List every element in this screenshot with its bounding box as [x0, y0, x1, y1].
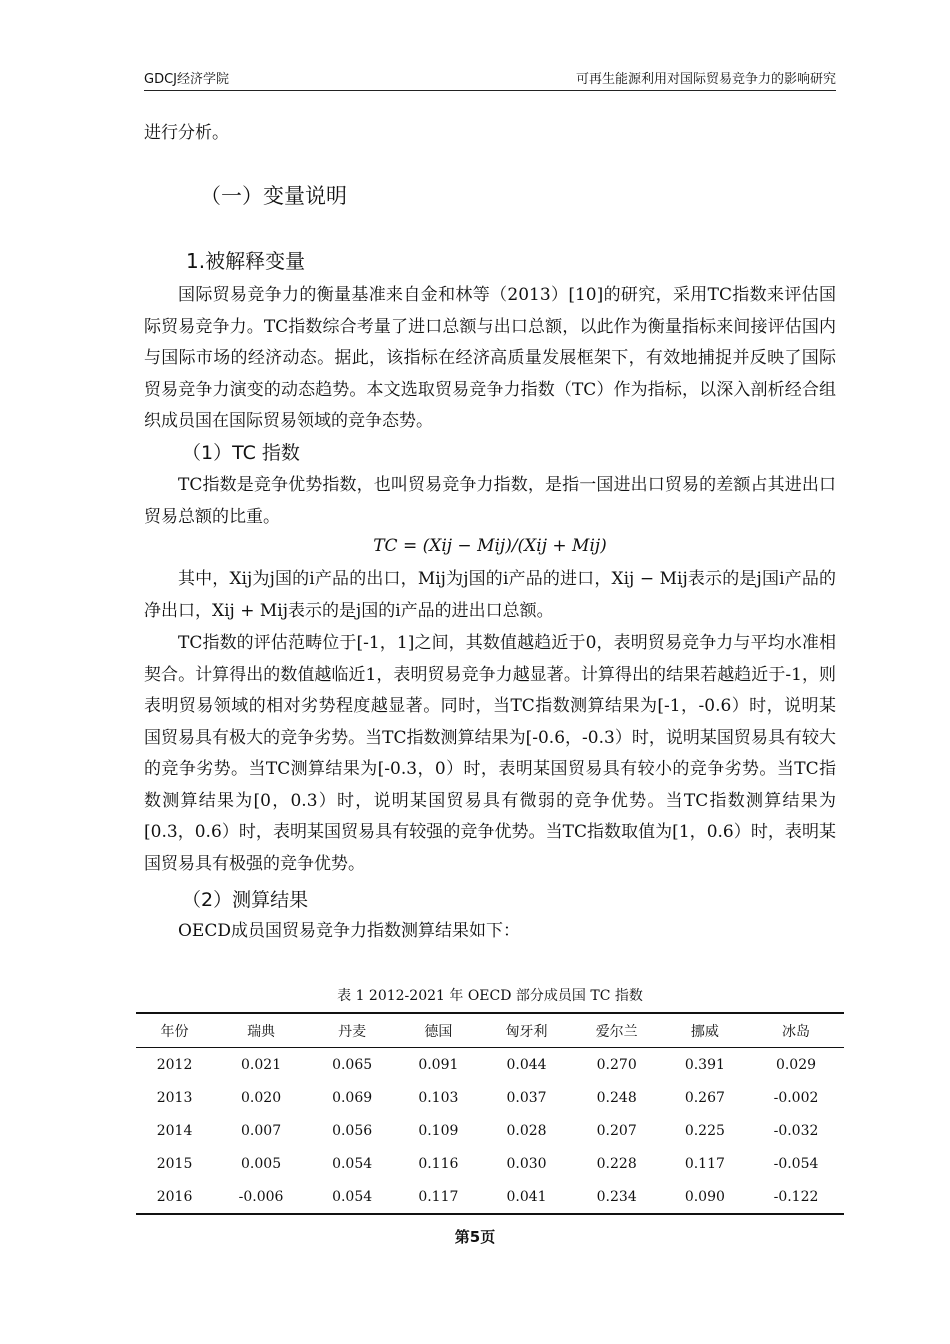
- table-cell: 0.228: [596, 1155, 637, 1172]
- col-header: 瑞典: [213, 1013, 309, 1048]
- table-cell: 0.028: [506, 1122, 547, 1139]
- subsection-title: 1.被解释变量: [186, 249, 306, 273]
- table-cell: 0.091: [418, 1056, 459, 1073]
- tc-formula: TC = (Xij − Mij)/(Xij + Mij): [373, 536, 607, 556]
- table-cell: 0.054: [332, 1155, 373, 1172]
- tc-index-table: [136, 1012, 844, 1215]
- table-cell: 0.030: [506, 1155, 547, 1172]
- table-cell: -0.002: [773, 1089, 819, 1106]
- table-cell: 0.029: [775, 1056, 817, 1073]
- table-caption: 表 1 2012-2021 年 OECD 部分成员国 TC 指数: [337, 988, 643, 1004]
- table-cell: -0.006: [213, 1180, 309, 1214]
- table-cell: 0.041: [481, 1180, 571, 1214]
- paragraph-3: 其中，Xij为j国的i产品的出口，Mij为j国的i产品的进口，Xij − Mij表示的是j国i产品的净出口，Xij + Mij表示的是j国的i产品的进出口总额。: [144, 569, 836, 621]
- table-cell: 0.069: [332, 1089, 373, 1106]
- table-cell: 0.037: [506, 1089, 547, 1106]
- table-cell: 2012: [156, 1056, 193, 1073]
- table-cell: 0.065: [332, 1056, 373, 1073]
- col-header: 冰岛: [748, 1013, 844, 1048]
- table-cell: 0.248: [596, 1089, 637, 1106]
- table-cell: 2014: [156, 1122, 193, 1139]
- table-row: [136, 1048, 844, 1082]
- table-cell: 2016: [136, 1180, 213, 1214]
- col-header: 德国: [395, 1013, 481, 1048]
- table-cell: -0.122: [748, 1180, 844, 1214]
- page-number: 第5页: [454, 1228, 496, 1246]
- table-cell: 0.044: [506, 1056, 547, 1073]
- table-cell: 0.234: [572, 1180, 662, 1214]
- col-header: 爱尔兰: [572, 1013, 662, 1048]
- col-header: 匈牙利: [481, 1013, 571, 1048]
- table-cell: 0.007: [241, 1122, 282, 1139]
- col-header: 年份: [136, 1013, 213, 1048]
- table-cell: 0.116: [418, 1155, 459, 1172]
- table-cell: 0.117: [395, 1180, 481, 1214]
- section-title: （一）变量说明: [200, 184, 347, 208]
- col-header: 丹麦: [309, 1013, 395, 1048]
- table-cell: 0.225: [684, 1122, 725, 1139]
- paragraph-1: 国际贸易竞争力的衡量基准来自金和林等（2013）[10]的研究，采用TC指数来评估国际贸易竞争力。TC指数综合考量了进口总额与出口总额，以此作为衡量指标来间接评估国内与国际市场的经济动态。据此，该指标在经济高质量发展框架下，有效地捕捉并反映了国际贸易竞争力演变的动态趋势。本文选取贸易竞争力指数（TC）作为指标，以深入剖析经合组织成员国在国际贸易领域的竞争态势。: [144, 285, 836, 431]
- table-row: [136, 1180, 844, 1214]
- table-row: [136, 1081, 844, 1114]
- table-cell: 0.005: [241, 1155, 282, 1172]
- table-header-row: [136, 1013, 844, 1048]
- paragraph-5: OECD成员国贸易竞争力指数测算结果如下：: [178, 921, 520, 941]
- table-cell: 0.056: [332, 1122, 373, 1139]
- table-cell: 0.117: [684, 1155, 725, 1172]
- table-cell: 0.103: [418, 1089, 459, 1106]
- table-cell: 2013: [156, 1089, 193, 1106]
- heading-tc-index: （1）TC 指数: [182, 442, 300, 464]
- table-cell: -0.054: [773, 1155, 819, 1172]
- table-cell: 0.021: [241, 1056, 282, 1073]
- page-header: [144, 66, 836, 91]
- table-cell: 0.054: [309, 1180, 395, 1214]
- table-cell: 0.020: [241, 1089, 282, 1106]
- table-cell: 0.090: [662, 1180, 748, 1214]
- table-row: [136, 1114, 844, 1147]
- table-cell: 0.267: [684, 1089, 725, 1106]
- header-thesis-title: 可再生能源利用对国际贸易竞争力的影响研究: [575, 72, 836, 87]
- table-cell: 0.109: [418, 1122, 459, 1139]
- table-row: [136, 1147, 844, 1180]
- paragraph-2: TC指数是竞争优势指数，也叫贸易竞争力指数，是指一国进出口贸易的差额占其进出口贸易总额的比重。: [144, 475, 836, 527]
- paragraph-4: TC指数的评估范畴位于[-1，1]之间，其数值越趋近于0，表明贸易竞争力与平均水准相契合。计算得出的数值越临近1，表明贸易竞争力越显著。计算得出的结果若越趋近于-1，则表明贸易领域的相对劣势程度越显著。同时，当TC指数测算结果为[-1，-0.6）时，说明某国贸易具有极大的竞争劣势。当TC指数测算结果为[-0.6，-0.3）时，说明某国贸易具有较大的竞争劣势。当TC测算结果为[-0.3，0）时，表明某国贸易具有较小的竞争劣势。当TC指数测算结果为[0，0.3）时，说明某国贸易具有微弱的竞争优势。当TC指数测算结果为[0.3，0.6）时，表明某国贸易具有较强的竞争优势。当TC指数取值为[1，0.6）时，表明某国贸易具有极强的竞争优势。: [144, 633, 836, 874]
- table-cell: 0.270: [596, 1056, 637, 1073]
- intro-line: 进行分析。: [144, 123, 229, 143]
- table-cell: -0.032: [773, 1122, 819, 1139]
- table-cell: 0.207: [596, 1122, 637, 1139]
- table-cell: 0.391: [684, 1056, 725, 1073]
- col-header: 挪威: [662, 1013, 748, 1048]
- header-school: GDCJ经济学院: [144, 72, 229, 87]
- table-cell: 2015: [156, 1155, 193, 1172]
- heading-results: （2）测算结果: [182, 889, 309, 911]
